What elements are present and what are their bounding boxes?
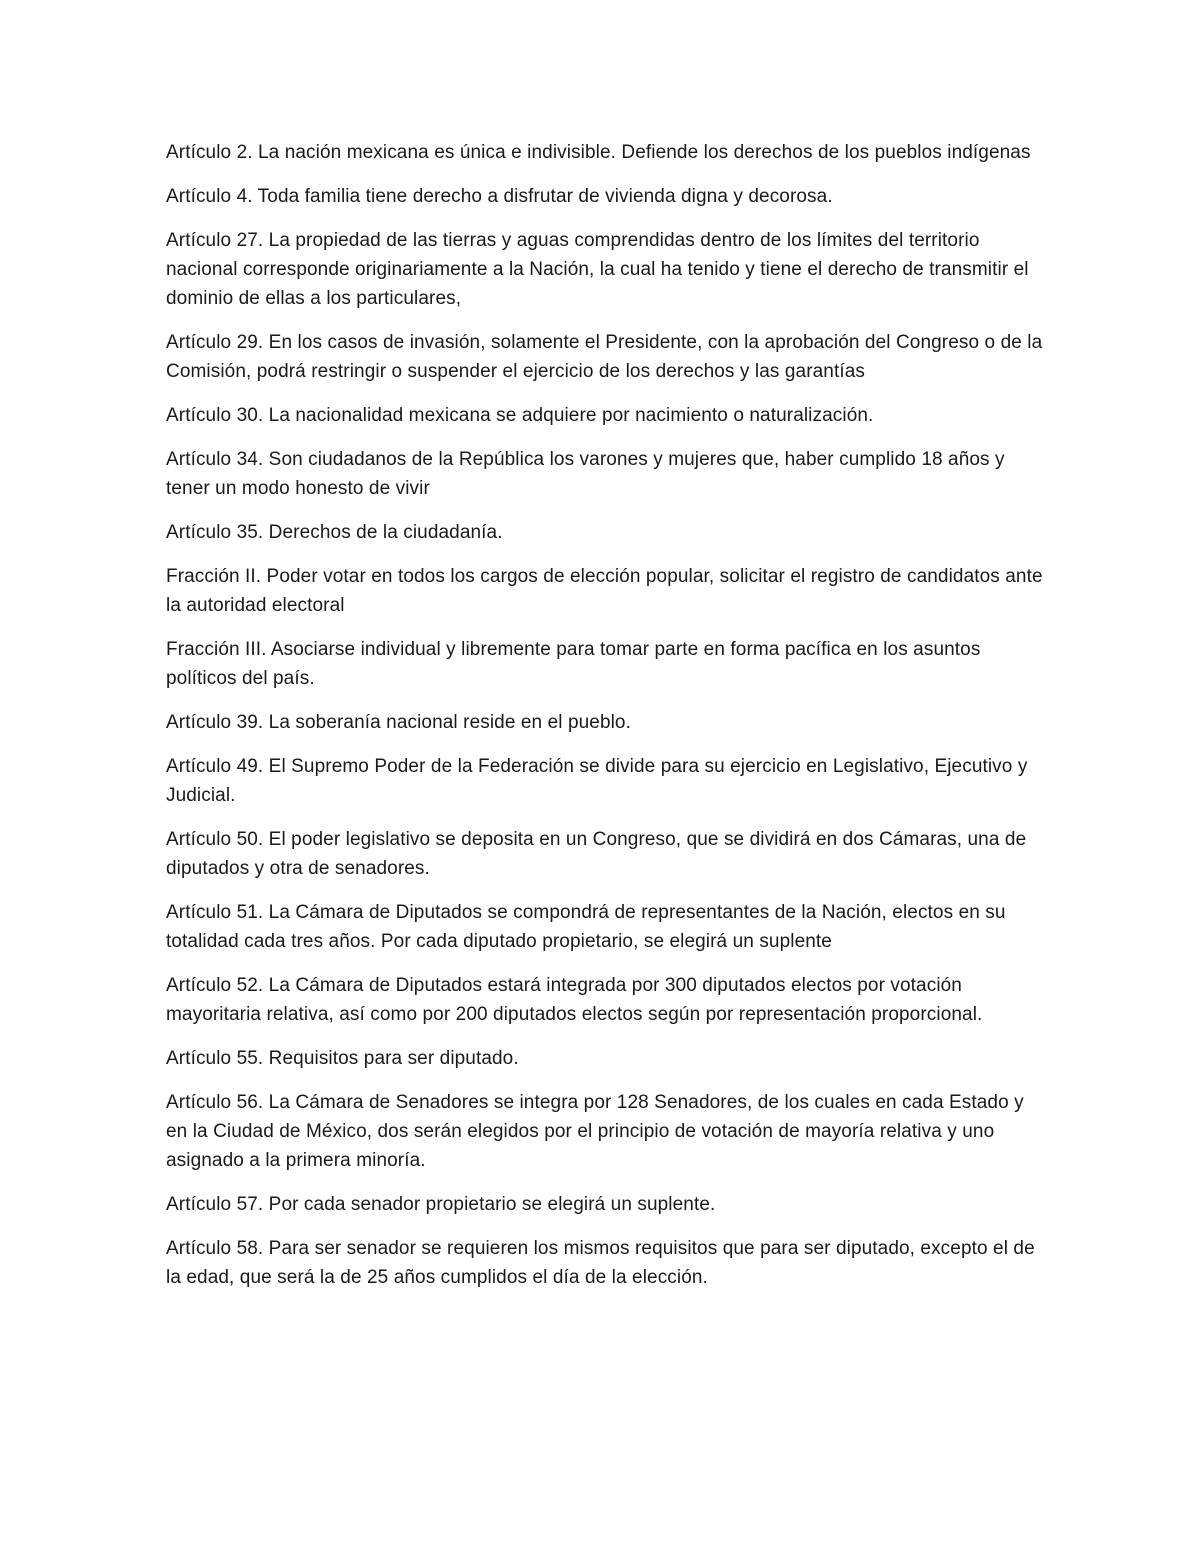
paragraph-articulo-56: Artículo 56. La Cámara de Senadores se integra por 128 Senadores, de los cuales en cada Estado y en la Ciudad de México, dos serán elegidos por el principio de votación de mayoría relativa y uno asignado a la primera minoría. (166, 1092, 1024, 1171)
paragraph-articulo-49: Artículo 49. El Supremo Poder de la Federación se divide para su ejercicio en Legislativo, Ejecutivo y Judicial. (166, 756, 1028, 806)
paragraph-articulo-30: Artículo 30. La nacionalidad mexicana se adquiere por nacimiento o naturalización. (166, 405, 874, 426)
paragraph-articulo-57: Artículo 57. Por cada senador propietario se elegirá un suplente. (166, 1194, 716, 1215)
paragraph-articulo-39: Artículo 39. La soberanía nacional reside en el pueblo. (166, 712, 631, 733)
paragraph-articulo-34: Artículo 34. Son ciudadanos de la República los varones y mujeres que, haber cumplido 18 años y tener un modo honesto de vivir (166, 449, 1005, 499)
paragraph-articulo-51: Artículo 51. La Cámara de Diputados se compondrá de representantes de la Nación, electos en su totalidad cada tres años. Por cada diputado propietario, se elegirá un suplente (166, 902, 1006, 952)
paragraph-articulo-27: Artículo 27. La propiedad de las tierras y aguas comprendidas dentro de los límites del territorio nacional corresponde originariamente a la Nación, la cual ha tenido y tiene el derecho de transmitir el dominio de ellas a los particulares, (166, 230, 1029, 309)
paragraph-articulo-35: Artículo 35. Derechos de la ciudadanía. (166, 522, 503, 543)
paragraph-articulo-4: Artículo 4. Toda familia tiene derecho a disfrutar de vivienda digna y decorosa. (166, 186, 833, 207)
paragraph-articulo-55: Artículo 55. Requisitos para ser diputado. (166, 1048, 519, 1069)
paragraph-fraccion-iii: Fracción III. Asociarse individual y libremente para tomar parte en forma pacífica en los asuntos políticos del país. (166, 639, 981, 689)
document-body (166, 138, 1046, 1307)
paragraph-articulo-2: Artículo 2. La nación mexicana es única e indivisible. Defiende los derechos de los pueblos indígenas (166, 142, 1031, 163)
paragraph-fraccion-ii: Fracción II. Poder votar en todos los cargos de elección popular, solicitar el registro de candidatos ante la autoridad electoral (166, 566, 1043, 616)
paragraph-articulo-50: Artículo 50. El poder legislativo se deposita en un Congreso, que se dividirá en dos Cámaras, una de diputados y otra de senadores. (166, 829, 1027, 879)
paragraph-articulo-58: Artículo 58. Para ser senador se requieren los mismos requisitos que para ser diputado, excepto el de la edad, que será la de 25 años cumplidos el día de la elección. (166, 1238, 1035, 1288)
paragraph-articulo-52: Artículo 52. La Cámara de Diputados estará integrada por 300 diputados electos por votación mayoritaria relativa, así como por 200 diputados electos según por representación proporcional. (166, 975, 983, 1025)
paragraph-articulo-29: Artículo 29. En los casos de invasión, solamente el Presidente, con la aprobación del Congreso o de la Comisión, podrá restringir o suspender el ejercicio de los derechos y las garantías (166, 332, 1043, 382)
